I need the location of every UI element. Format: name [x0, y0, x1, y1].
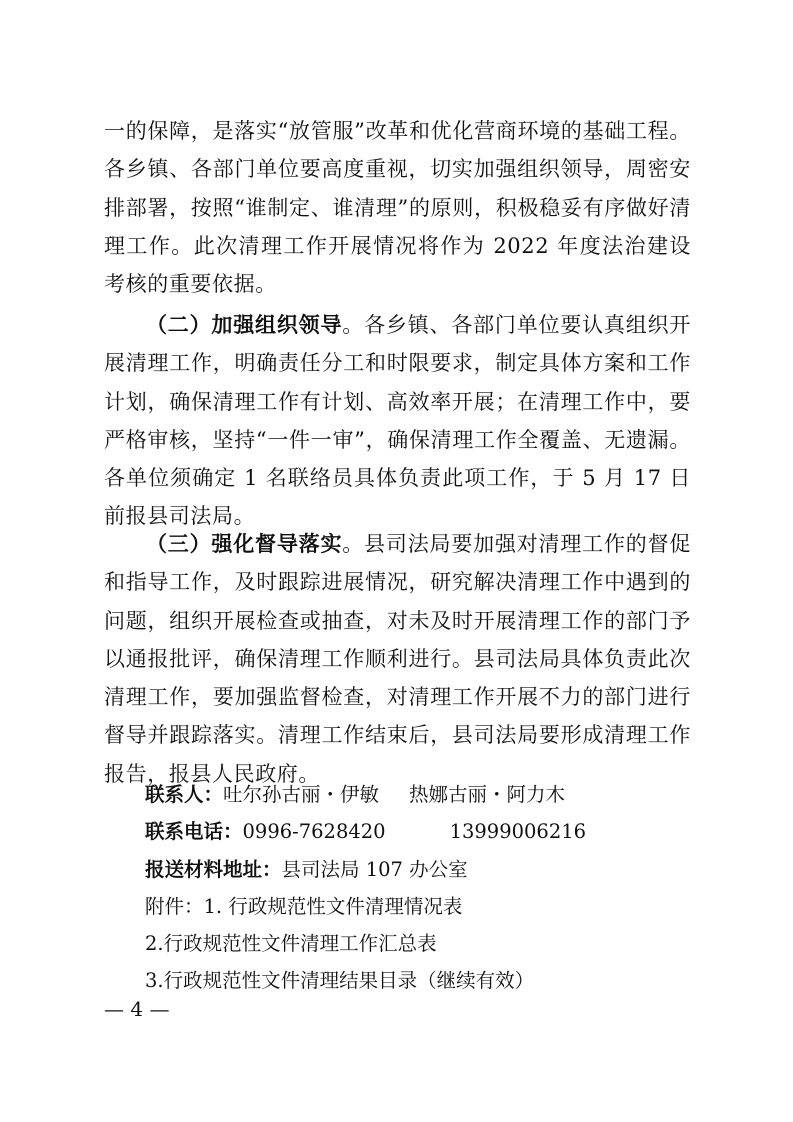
paragraph-intro-text: 一的保障，是落实“放管服”改革和优化营商环境的基础工程。各乡镇、各部门单位要高度重视，切实加强组织领导，周密安排部署，按照“谁制定、谁清理”的原则，积极稳妥有序做好清理工作。此次清理工作开展情况将作为 2022 年度法治建设考核的重要依据。 [104, 119, 691, 297]
contact-person-1: 吐尔孙古丽・伊敏 [223, 783, 380, 806]
attachment-item-1: 1. 行政规范性文件清理情况表 [203, 895, 463, 918]
attachment-line-2 [145, 929, 437, 959]
attachment-item-2: 2.行政规范性文件清理工作汇总表 [145, 932, 437, 955]
contact-address-line [145, 855, 468, 885]
contact-phone-2: 13999006216 [449, 820, 587, 843]
contact-phone-1: 0996-7628420 [242, 820, 386, 843]
contact-person-line [145, 780, 565, 810]
page-number: — 4 — [104, 997, 170, 1021]
attachment-label: 附件： [145, 895, 204, 918]
paragraph-section-3 [104, 525, 691, 793]
section-3-heading: （三）强化督导落实 [146, 532, 343, 556]
contact-phone-line [145, 817, 586, 847]
contact-person-2: 热娜古丽・阿力木 [409, 783, 566, 806]
section-3-text: 。县司法局要加强对清理工作的督促和指导工作，及时跟踪进展情况，研究解决清理工作中遇到的问题，组织开展检查或抽查，对未及时开展清理工作的部门予以通报批评，确保清理工作顺利进行。县司法局具体负责此次清理工作，要加强监督检查，对清理工作开展不力的部门进行督导并跟踪落实。清理工作结束后，县司法局要形成清理工作报告，报县人民政府。 [104, 532, 691, 786]
paragraph-intro [104, 112, 691, 303]
attachment-item-3: 3.行政规范性文件清理结果目录（继续有效） [145, 969, 535, 992]
contact-address: 县司法局 107 办公室 [281, 858, 468, 881]
contact-address-label: 报送材料地址： [145, 858, 282, 881]
attachment-line-3 [145, 966, 534, 996]
contact-phone-label: 联系电话： [145, 820, 243, 843]
section-2-text: 。各乡镇、各部门单位要认真组织开展清理工作，明确责任分工和时限要求，制定具体方案和工作计划，确保清理工作有计划、高效率开展；在清理工作中，要严格审核，坚持“一件一审”，确保清理工作全覆盖、无遗漏。各单位须确定 1 名联络员具体负责此项工作，于 5 月 17 日前报县司法局。 [104, 313, 691, 529]
section-2-heading: （二）加强组织领导 [146, 313, 343, 337]
paragraph-section-2 [104, 306, 691, 536]
contact-person-label: 联系人： [145, 783, 224, 806]
attachment-line-1 [145, 892, 462, 922]
